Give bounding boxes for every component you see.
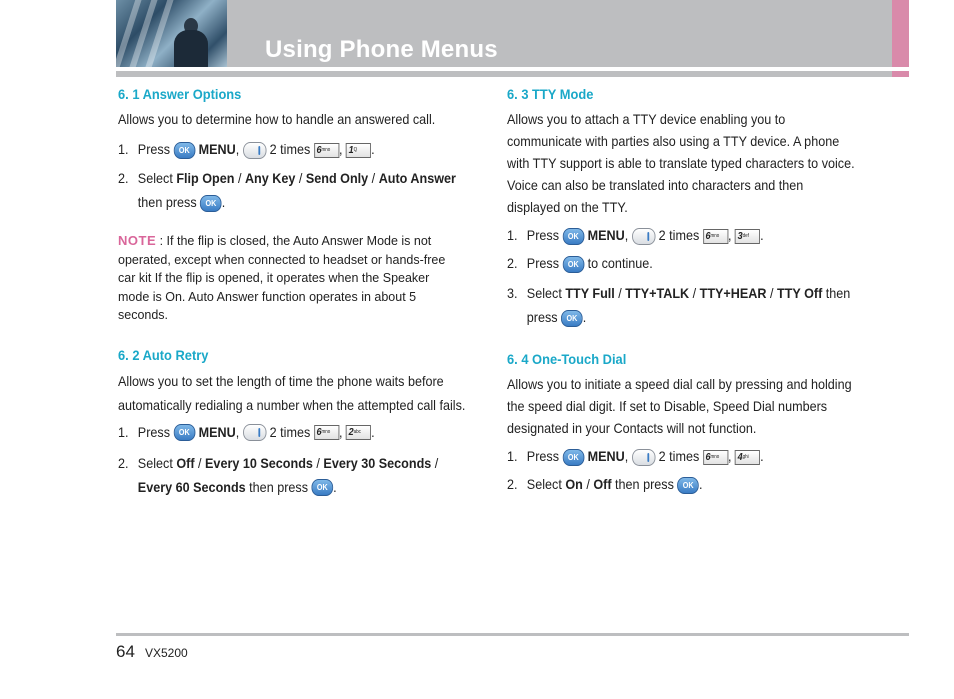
nav-key-icon (632, 228, 655, 245)
note-text: : If the flip is closed, the Auto Answer Mode is not operated, except when connected to headset or hands-free car kit If the flip is opened, it operates when the Speaker mode is On. Auto Answer function operates in about 5 seconds. (118, 234, 446, 322)
answer-options-step-1: 1. Press OK MENU, 2 times $6^{mno}$ , $1^Q$ . (118, 141, 375, 157)
header-photo (116, 0, 227, 67)
note-label: NOTE (118, 233, 157, 248)
section-tab-accent (892, 71, 909, 77)
tty-mode-step-3: 3. Select TTY Full / TTY+TALK / TTY+HEAR / TTY Off then press OK . (507, 285, 851, 325)
answer-options-intro: Allows you to determine how to handle an answered call. (118, 111, 436, 127)
header-bar (116, 0, 892, 67)
section-heading-auto-retry: 6. 2 Auto Retry (118, 346, 209, 363)
key-2-icon: $2^{abc}$ (346, 425, 371, 440)
ok-key-icon: OK (563, 256, 585, 273)
page-title: Using Phone Menus (265, 36, 498, 63)
ok-key-icon: OK (312, 479, 334, 496)
key-6-icon: $6^{mno}$ (703, 229, 728, 244)
auto-retry-step-2: 2. Select Off / Every 10 Seconds / Every 30 Seconds / Every 60 Seconds then press OK . (118, 454, 439, 495)
nav-key-icon (632, 449, 655, 466)
answer-options-step-2: 2. Select Flip Open / Any Key / Send Only / Auto Answer then press OK . (118, 170, 456, 210)
tty-mode-step-2: 2. Press OK to continue. (507, 255, 653, 271)
ok-key-icon: OK (200, 195, 222, 212)
ok-key-icon: OK (677, 477, 699, 494)
section-heading-one-touch-dial: 6. 4 One-Touch Dial (507, 351, 627, 367)
nav-key-icon (243, 142, 266, 159)
header-rule (116, 71, 892, 77)
auto-retry-intro: Allows you to set the length of time the phone waits before automatically redialing a number when the attempted call fails. (118, 372, 466, 413)
key-6-icon: $6^{mno}$ (314, 143, 339, 158)
key-4-icon: $4^{ghi}$ (735, 450, 760, 465)
key-6-icon: $6^{mno}$ (314, 425, 339, 440)
footer-rule (116, 633, 909, 636)
ok-key-icon: OK (174, 142, 196, 159)
key-3-icon: $3^{def}$ (735, 229, 760, 244)
tty-mode-intro: Allows you to attach a TTY device enabling you to communicate with parties also using a TTY device. A phone with TTY support is able to translate typed characters to voice. Voice can also be translated into characters and then displayed on the TTY. (507, 111, 855, 215)
one-touch-dial-intro: Allows you to initiate a speed dial call by pressing and holding the speed dial digit. If set to Disable, Speed Dial numbers designated in your Contacts will not function. (507, 376, 852, 436)
one-touch-dial-step-1: 1. Press OK MENU, 2 times $6^{mno}$ , $4^{ghi}$ . (507, 448, 764, 464)
right-column (507, 86, 857, 496)
section-heading-answer-options: 6. 1 Answer Options (118, 86, 242, 102)
ok-key-icon: OK (561, 310, 583, 327)
tty-mode-step-1: 1. Press OK MENU, 2 times $6^{mno}$ , $3^{def}$ . (507, 227, 764, 243)
nav-key-icon (243, 424, 266, 441)
key-6-icon: $6^{mno}$ (703, 450, 728, 465)
auto-retry-step-1: 1. Press OK MENU, 2 times $6^{mno}$ , $2^{abc}$ . (118, 423, 375, 440)
key-1-icon: $1^Q$ (346, 143, 371, 158)
model-name: VX5200 (145, 646, 188, 660)
ok-key-icon: OK (563, 449, 585, 466)
ok-key-icon: OK (563, 228, 585, 245)
left-column (118, 86, 468, 499)
section-tab (892, 0, 909, 67)
note-box (118, 232, 463, 325)
page-number: 64 (116, 642, 135, 661)
ok-key-icon: OK (174, 424, 196, 441)
section-heading-tty-mode: 6. 3 TTY Mode (507, 86, 594, 102)
one-touch-dial-step-2: 2. Select On / Off then press OK . (507, 476, 703, 492)
